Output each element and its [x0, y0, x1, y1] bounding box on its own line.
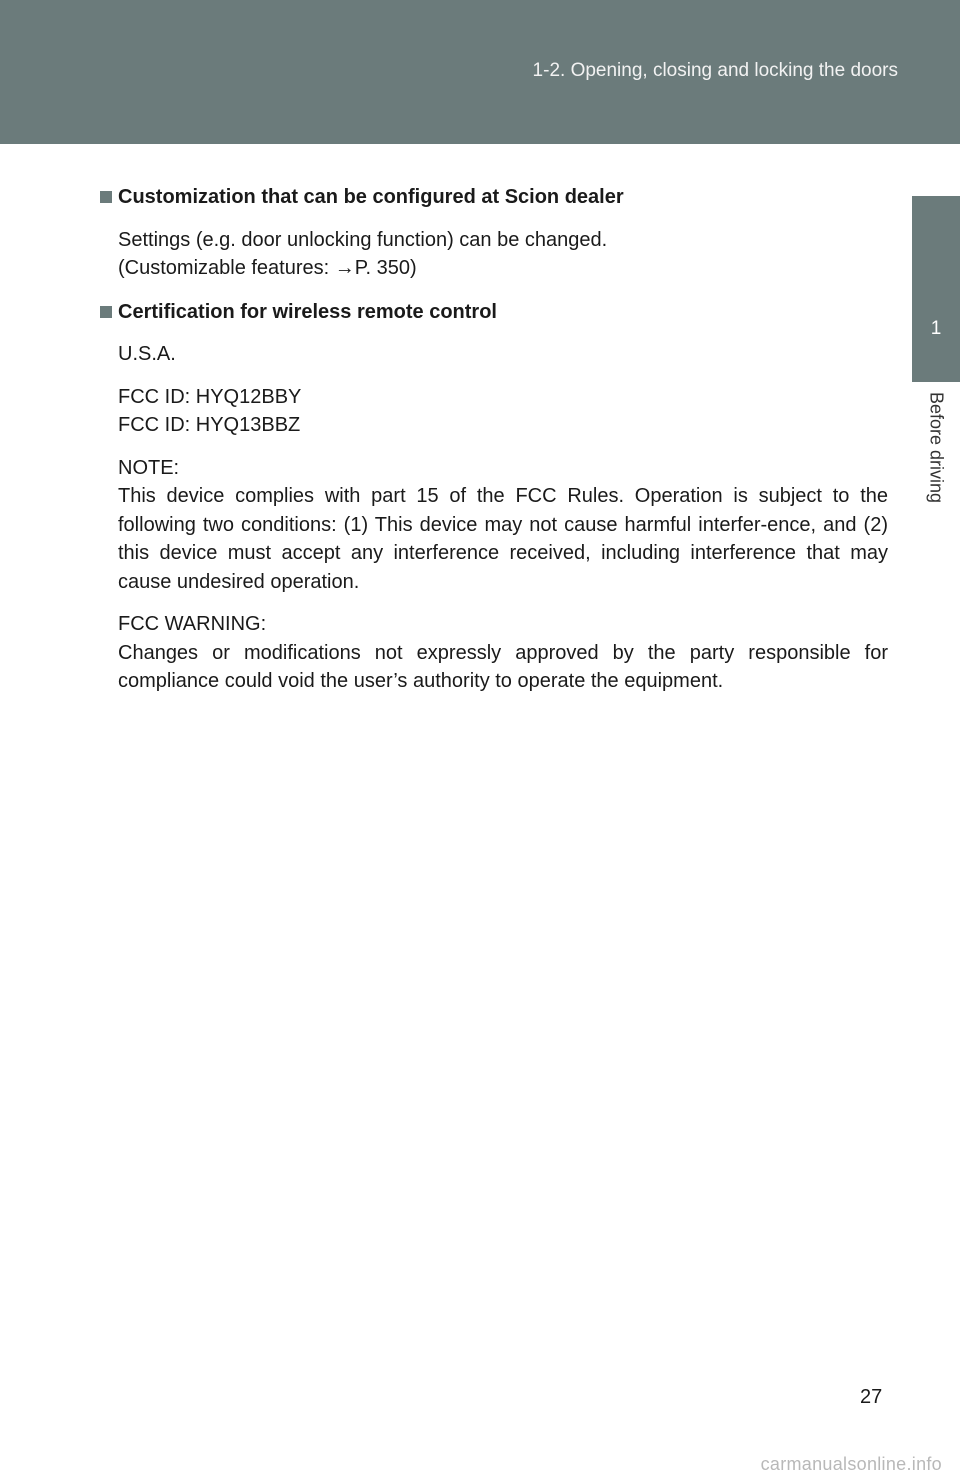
page-reference: (Customizable features: →P. 350): [118, 257, 417, 279]
page-number: 27: [860, 1386, 883, 1408]
paragraph: Settings (e.g. door unlocking function) can be changed. (Customizable features: →P. 350): [98, 226, 888, 283]
chapter-tab-label: Before driving: [926, 392, 947, 504]
country-label: U.S.A.: [118, 343, 176, 365]
note-label: NOTE:: [118, 456, 180, 479]
note-text: This device complies with part 15 of the FCC Rules. Operation is subject to the following two conditions: (1) This device may not cause harmful interfer-ence, and (2) this device must accept any interference received, including interference that may cause undesired operation.: [118, 485, 888, 593]
page-header: [0, 0, 960, 144]
section-heading: Customization that can be configured at Scion dealer: [98, 183, 888, 212]
chapter-tab: [912, 196, 960, 382]
square-bullet-icon: [100, 191, 112, 203]
fcc-id-list: [98, 383, 888, 440]
section-customization: [98, 183, 888, 283]
section-heading: Certification for wireless remote control: [98, 298, 888, 327]
square-bullet-icon: [100, 306, 112, 318]
warning-label: FCC WARNING:: [118, 613, 267, 635]
warning-block: [98, 610, 888, 696]
fcc-id: FCC ID: HYQ13BBZ: [118, 414, 301, 436]
chapter-tab-number: 1: [930, 318, 942, 339]
fcc-id: FCC ID: HYQ12BBY: [118, 385, 302, 408]
page-content: [98, 183, 888, 711]
warning-text: Changes or modifications not expressly approved by the party responsible for compliance could void the user’s authority to operate the equipment.: [118, 641, 888, 692]
chapter-title: 1-2. Opening, closing and locking the doors: [532, 60, 898, 81]
note-block: [98, 454, 888, 597]
section-certification: [98, 298, 888, 696]
watermark: carmanualsonline.info: [760, 1454, 942, 1474]
